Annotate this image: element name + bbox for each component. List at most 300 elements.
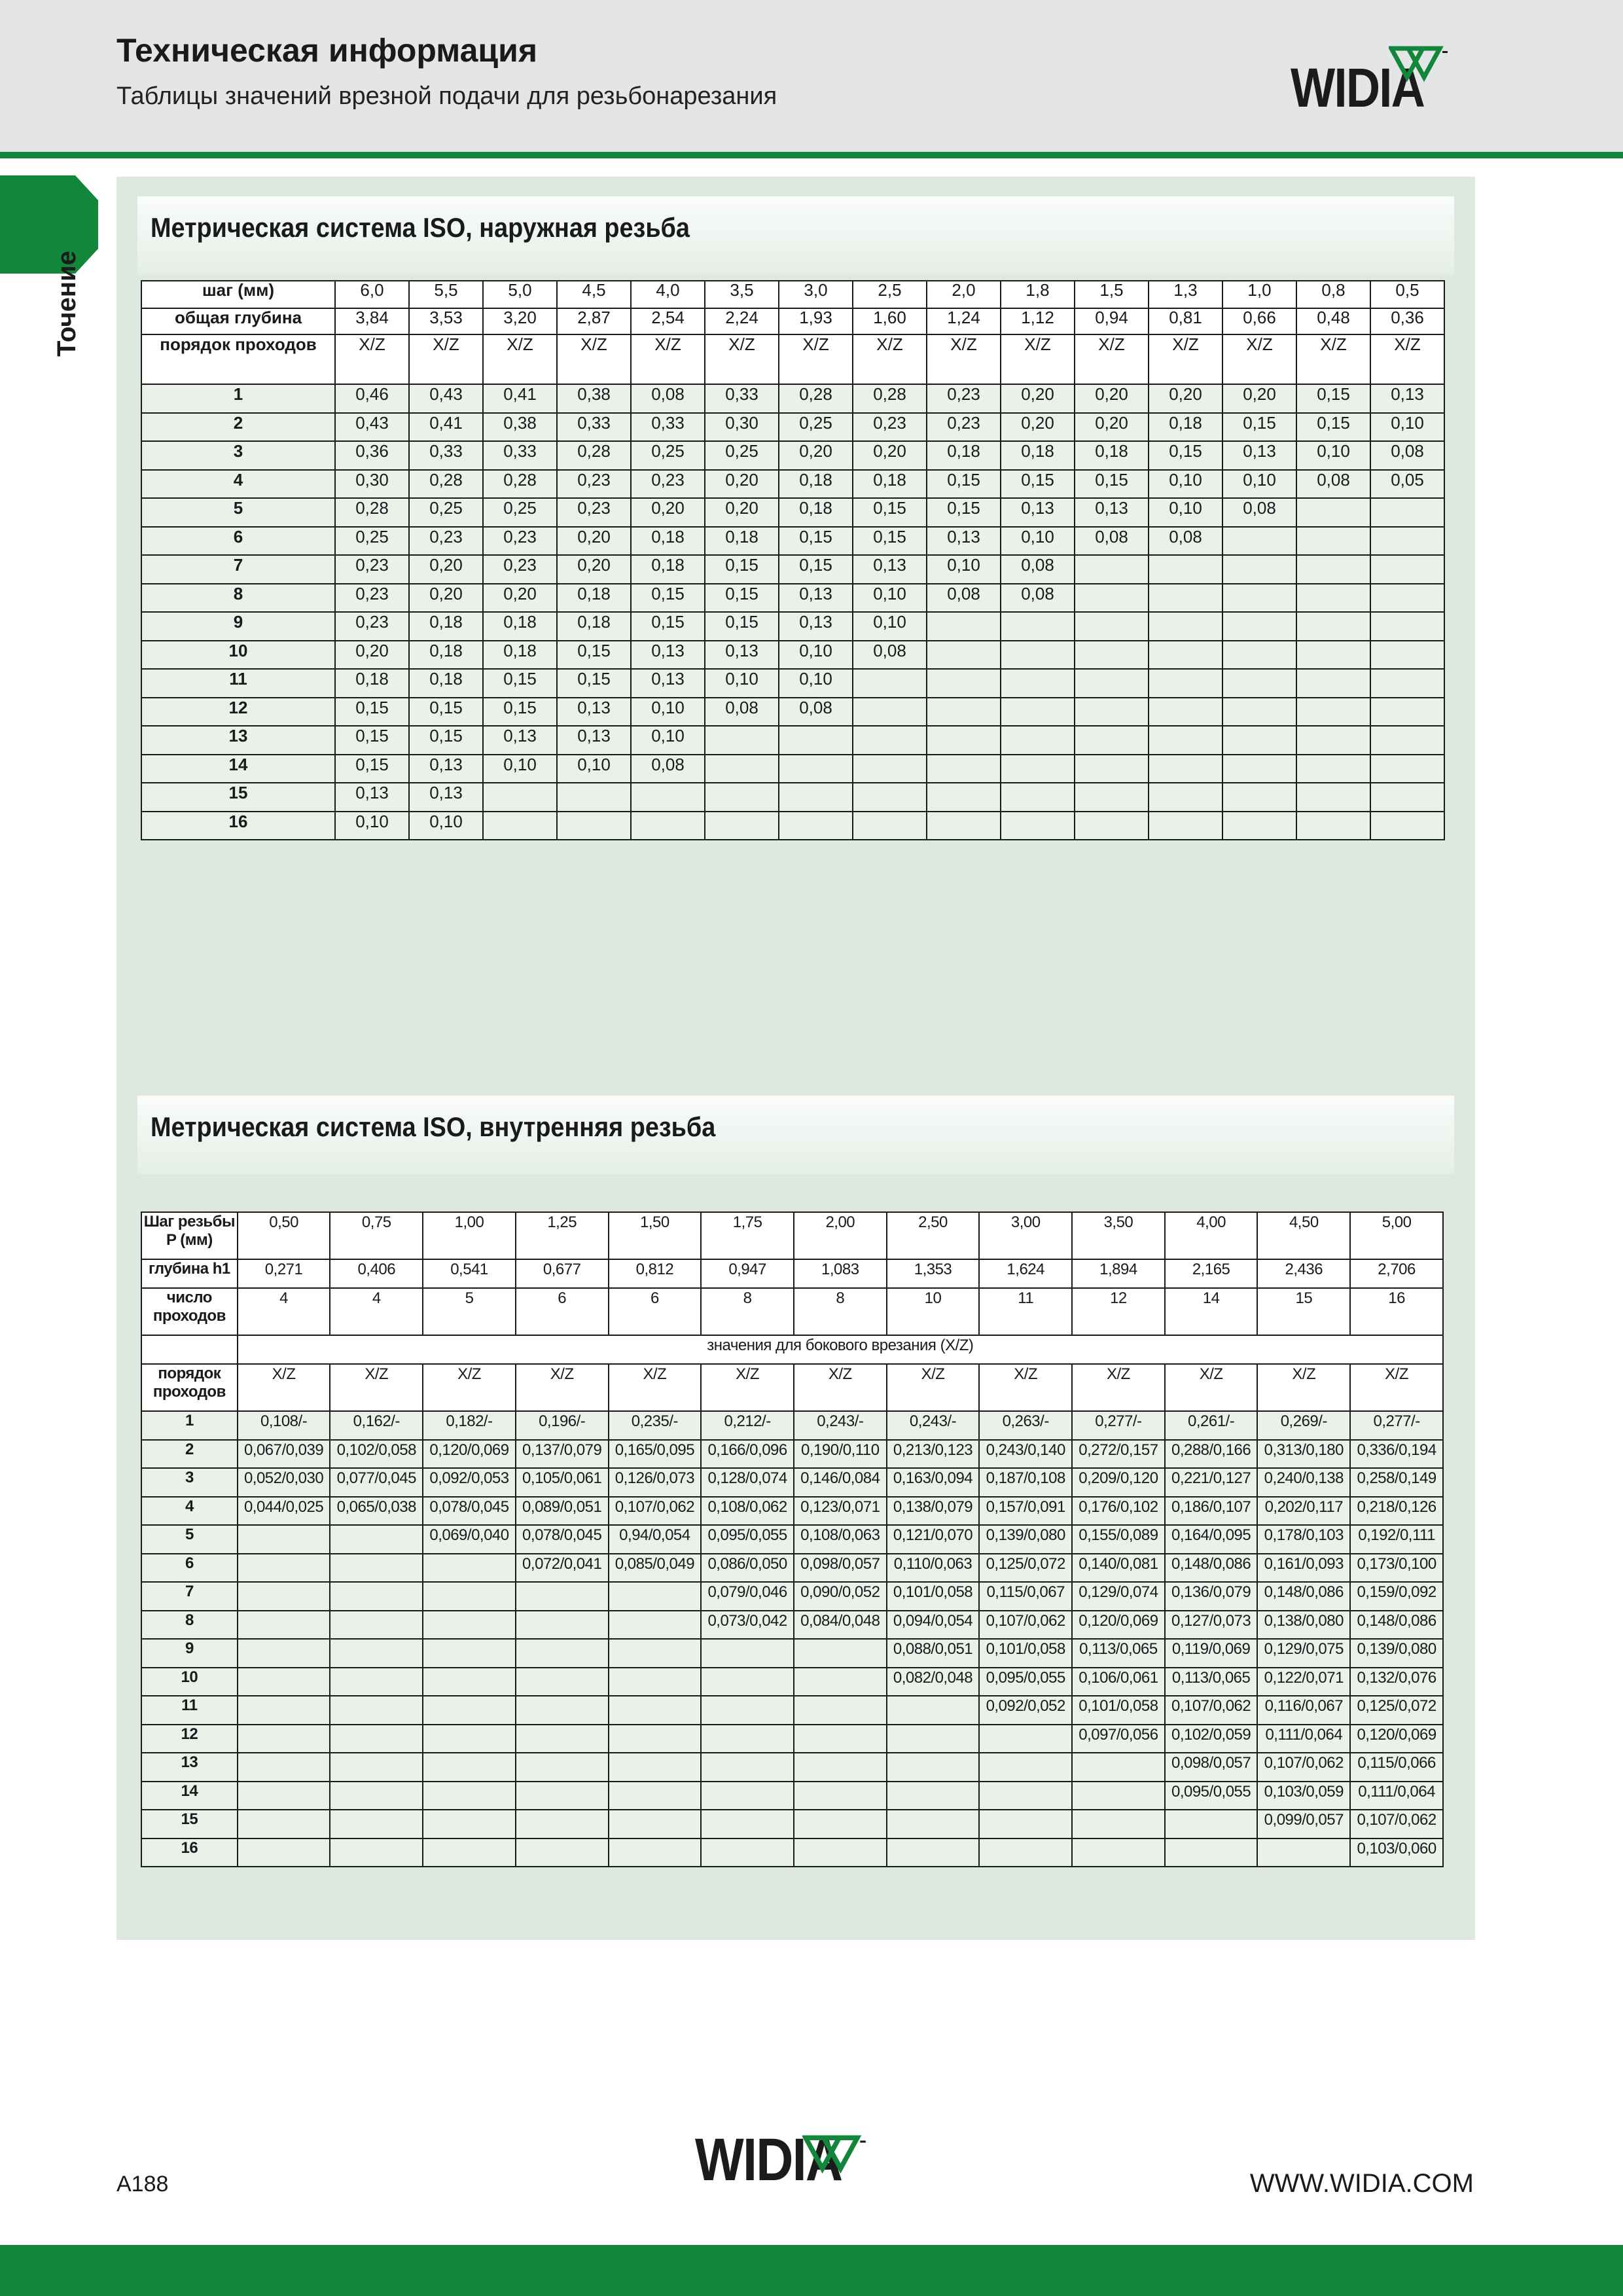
infeed-value [330, 1696, 423, 1725]
infeed-value: 0,119/0,069 [1165, 1639, 1258, 1668]
depth-row [141, 308, 1444, 334]
infeed-value [423, 1696, 516, 1725]
infeed-value: 0,277/- [1072, 1411, 1165, 1440]
table-row [141, 1782, 1443, 1810]
infeed-value: 0,33 [483, 441, 557, 470]
infeed-value [1165, 1839, 1258, 1867]
xz-header: X/Z [483, 334, 557, 384]
infeed-value: 0,123/0,071 [794, 1497, 887, 1526]
infeed-value: 0,41 [409, 413, 483, 442]
xz-header: X/Z [701, 1364, 794, 1411]
infeed-value: 0,092/0,052 [979, 1696, 1072, 1725]
infeed-value: 0,23 [927, 384, 1001, 413]
infeed-value [1149, 584, 1222, 613]
infeed-value [609, 1782, 702, 1810]
infeed-value: 0,121/0,070 [887, 1525, 980, 1554]
infeed-value: 0,162/- [330, 1411, 423, 1440]
website-link[interactable]: WWW.WIDIA.COM [1249, 2169, 1474, 2198]
infeed-value: 0,101/0,058 [887, 1582, 980, 1611]
infeed-value [794, 1839, 887, 1867]
infeed-value: 0,157/0,091 [979, 1497, 1072, 1526]
infeed-value [557, 812, 631, 840]
infeed-value [1370, 726, 1444, 755]
infeed-value: 0,120/0,069 [1350, 1725, 1443, 1753]
table-row [141, 527, 1444, 556]
pass-number: 5 [141, 1525, 238, 1554]
order-label: порядок проходов [141, 1364, 238, 1411]
infeed-value: 0,139/0,080 [979, 1525, 1072, 1554]
infeed-value: 0,088/0,051 [887, 1639, 980, 1668]
infeed-value [927, 698, 1001, 726]
xz-header: X/Z [853, 334, 927, 384]
infeed-value [927, 783, 1001, 812]
infeed-value: 0,10 [1370, 413, 1444, 442]
infeed-value [1072, 1782, 1165, 1810]
infeed-value [1296, 726, 1370, 755]
infeed-value: 0,092/0,053 [423, 1468, 516, 1497]
infeed-value: 0,129/0,074 [1072, 1582, 1165, 1611]
infeed-value [1149, 698, 1222, 726]
table-row [141, 1611, 1443, 1640]
infeed-value: 0,20 [1075, 413, 1149, 442]
thread-pitch-value: 1,75 [701, 1212, 794, 1259]
infeed-value: 0,163/0,094 [887, 1468, 980, 1497]
infeed-value: 0,20 [483, 584, 557, 613]
infeed-value: 0,209/0,120 [1072, 1468, 1165, 1497]
thread-pitch-value: 3,50 [1072, 1212, 1165, 1259]
depth-h1-value: 1,353 [887, 1259, 980, 1288]
pitch-value: 5,0 [483, 281, 557, 308]
infeed-value [238, 1639, 330, 1668]
infeed-value [1075, 726, 1149, 755]
infeed-value [1222, 669, 1296, 698]
infeed-value [1072, 1839, 1165, 1867]
infeed-value: 0,288/0,166 [1165, 1440, 1258, 1469]
infeed-value [330, 1810, 423, 1839]
pitch-value: 6,0 [335, 281, 409, 308]
infeed-value: 0,176/0,102 [1072, 1497, 1165, 1526]
depth-h1-value: 0,947 [701, 1259, 794, 1288]
infeed-value: 0,15 [779, 527, 853, 556]
external-thread-table [141, 280, 1445, 840]
pitch-value: 4,0 [631, 281, 705, 308]
depth-value: 3,20 [483, 308, 557, 334]
internal-thread-table [141, 1211, 1444, 1867]
infeed-value: 0,106/0,061 [1072, 1668, 1165, 1696]
infeed-value: 0,08 [1370, 441, 1444, 470]
infeed-value: 0,095/0,055 [979, 1668, 1072, 1696]
infeed-value: 0,18 [1001, 441, 1075, 470]
infeed-value [330, 1525, 423, 1554]
infeed-value: 0,065/0,038 [330, 1497, 423, 1526]
infeed-value: 0,15 [1296, 384, 1370, 413]
infeed-value: 0,28 [557, 441, 631, 470]
infeed-value: 0,108/0,063 [794, 1525, 887, 1554]
infeed-value [1075, 612, 1149, 641]
infeed-value: 0,08 [1075, 527, 1149, 556]
infeed-value: 0,095/0,055 [1165, 1782, 1258, 1810]
table-row [141, 555, 1444, 584]
xz-header: X/Z [1149, 334, 1222, 384]
xz-header: X/Z [1296, 334, 1370, 384]
infeed-value: 0,243/- [794, 1411, 887, 1440]
infeed-value: 0,113/0,065 [1165, 1668, 1258, 1696]
infeed-value [1075, 669, 1149, 698]
infeed-value [330, 1753, 423, 1782]
depth-h1-value: 0,406 [330, 1259, 423, 1288]
infeed-value: 0,103/0,059 [1257, 1782, 1350, 1810]
infeed-value: 0,23 [409, 527, 483, 556]
infeed-value: 0,235/- [609, 1411, 702, 1440]
xz-header: X/Z [779, 334, 853, 384]
infeed-value [853, 755, 927, 783]
section-tab [0, 175, 98, 274]
infeed-value: 0,10 [1296, 441, 1370, 470]
infeed-value: 0,25 [335, 527, 409, 556]
infeed-value: 0,18 [557, 612, 631, 641]
order-row [141, 334, 1444, 384]
infeed-value [1222, 726, 1296, 755]
passes-value: 14 [1165, 1288, 1258, 1335]
xz-header: X/Z [1075, 334, 1149, 384]
infeed-value [423, 1782, 516, 1810]
infeed-value [557, 783, 631, 812]
infeed-value [423, 1639, 516, 1668]
infeed-value [516, 1696, 609, 1725]
infeed-value [853, 812, 927, 840]
infeed-value [238, 1525, 330, 1554]
infeed-value [794, 1668, 887, 1696]
thread-pitch-value: 4,00 [1165, 1212, 1258, 1259]
infeed-value [705, 812, 779, 840]
infeed-value: 0,263/- [979, 1411, 1072, 1440]
infeed-value [1001, 726, 1075, 755]
infeed-value [1370, 584, 1444, 613]
infeed-value [1149, 555, 1222, 584]
infeed-value: 0,18 [1075, 441, 1149, 470]
infeed-value [631, 812, 705, 840]
infeed-value: 0,13 [557, 698, 631, 726]
xz-header: X/Z [330, 1364, 423, 1411]
table-row [141, 783, 1444, 812]
infeed-value: 0,072/0,041 [516, 1554, 609, 1583]
thread-pitch-value: 1,00 [423, 1212, 516, 1259]
pass-number: 13 [141, 1753, 238, 1782]
pass-number: 7 [141, 555, 335, 584]
infeed-value: 0,13 [483, 726, 557, 755]
infeed-value: 0,33 [631, 413, 705, 442]
infeed-value: 0,23 [557, 498, 631, 527]
infeed-value [887, 1696, 980, 1725]
infeed-value: 0,097/0,056 [1072, 1725, 1165, 1753]
infeed-value [1296, 641, 1370, 670]
infeed-value: 0,102/0,058 [330, 1440, 423, 1469]
infeed-value: 0,115/0,066 [1350, 1753, 1443, 1782]
infeed-value: 0,08 [631, 384, 705, 413]
infeed-value: 0,15 [1001, 470, 1075, 499]
xz-header: X/Z [1257, 1364, 1350, 1411]
thread-pitch-value: 3,00 [979, 1212, 1072, 1259]
infeed-value [1072, 1810, 1165, 1839]
xz-header: X/Z [979, 1364, 1072, 1411]
xz-header: X/Z [631, 334, 705, 384]
infeed-value: 0,107/0,062 [609, 1497, 702, 1526]
note-row [141, 1335, 1443, 1364]
infeed-value: 0,38 [483, 413, 557, 442]
xz-header: X/Z [238, 1364, 330, 1411]
depth-h1-value: 0,677 [516, 1259, 609, 1288]
infeed-value: 0,15 [705, 555, 779, 584]
infeed-value [927, 812, 1001, 840]
passes-value: 12 [1072, 1288, 1165, 1335]
xz-header: X/Z [705, 334, 779, 384]
xz-header: X/Z [335, 334, 409, 384]
infeed-value: 0,15 [335, 755, 409, 783]
infeed-value: 0,15 [483, 669, 557, 698]
infeed-value [887, 1839, 980, 1867]
infeed-value [979, 1725, 1072, 1753]
table-row [141, 1440, 1443, 1469]
xz-header: X/Z [423, 1364, 516, 1411]
infeed-value: 0,18 [631, 527, 705, 556]
infeed-value: 0,15 [853, 527, 927, 556]
infeed-value: 0,30 [705, 413, 779, 442]
infeed-value: 0,08 [853, 641, 927, 670]
infeed-value: 0,108/- [238, 1411, 330, 1440]
table-row [141, 1582, 1443, 1611]
infeed-value: 0,20 [705, 498, 779, 527]
infeed-value: 0,128/0,074 [701, 1468, 794, 1497]
infeed-value [609, 1639, 702, 1668]
pitch-value: 1,0 [1222, 281, 1296, 308]
depth-h1-value: 0,541 [423, 1259, 516, 1288]
depth-value: 3,84 [335, 308, 409, 334]
pass-number: 10 [141, 1668, 238, 1696]
infeed-value [1165, 1810, 1258, 1839]
infeed-value: 0,102/0,059 [1165, 1725, 1258, 1753]
infeed-value [609, 1696, 702, 1725]
infeed-value [794, 1753, 887, 1782]
thread-pitch-value: 0,75 [330, 1212, 423, 1259]
internal-section-header [137, 1096, 1454, 1174]
infeed-value: 0,140/0,081 [1072, 1554, 1165, 1583]
footer-widia-triangle-icon [802, 2135, 870, 2177]
infeed-value: 0,15 [409, 726, 483, 755]
infeed-value: 0,08 [779, 698, 853, 726]
infeed-value: 0,10 [853, 584, 927, 613]
infeed-value: 0,30 [335, 470, 409, 499]
infeed-value [330, 1782, 423, 1810]
infeed-value: 0,23 [483, 555, 557, 584]
infeed-value: 0,13 [409, 783, 483, 812]
infeed-value: 0,18 [409, 641, 483, 670]
infeed-value [1296, 527, 1370, 556]
thread-pitch-value: 0,50 [238, 1212, 330, 1259]
infeed-value [853, 669, 927, 698]
infeed-value: 0,13 [631, 669, 705, 698]
header-logo-text: WIDIA [1291, 57, 1425, 118]
infeed-value [1257, 1839, 1350, 1867]
infeed-value: 0,094/0,054 [887, 1611, 980, 1640]
infeed-value [979, 1839, 1072, 1867]
infeed-value: 0,098/0,057 [794, 1554, 887, 1583]
infeed-value: 0,077/0,045 [330, 1468, 423, 1497]
infeed-value [609, 1582, 702, 1611]
pass-number: 14 [141, 1782, 238, 1810]
table-row [141, 612, 1444, 641]
table-row [141, 1554, 1443, 1583]
infeed-value: 0,10 [1222, 470, 1296, 499]
infeed-value [853, 783, 927, 812]
infeed-value: 0,272/0,157 [1072, 1440, 1165, 1469]
infeed-value: 0,10 [631, 726, 705, 755]
infeed-value: 0,05 [1370, 470, 1444, 499]
infeed-value [516, 1639, 609, 1668]
infeed-value [701, 1810, 794, 1839]
infeed-value [1222, 641, 1296, 670]
pitch-value: 5,5 [409, 281, 483, 308]
table-row [141, 1468, 1443, 1497]
depth-h1-value: 1,624 [979, 1259, 1072, 1288]
pass-number: 11 [141, 1696, 238, 1725]
thread-pitch-row [141, 1212, 1443, 1259]
infeed-value [1001, 612, 1075, 641]
infeed-value: 0,20 [557, 527, 631, 556]
pitch-value: 1,3 [1149, 281, 1222, 308]
infeed-value: 0,33 [557, 413, 631, 442]
infeed-value: 0,15 [853, 498, 927, 527]
infeed-value: 0,20 [557, 555, 631, 584]
table-row [141, 498, 1444, 527]
passes-value: 4 [238, 1288, 330, 1335]
infeed-value [483, 783, 557, 812]
infeed-value [794, 1782, 887, 1810]
infeed-value: 0,28 [853, 384, 927, 413]
depth-h1-row [141, 1259, 1443, 1288]
table-row [141, 1668, 1443, 1696]
infeed-value: 0,111/0,064 [1350, 1782, 1443, 1810]
infeed-value: 0,132/0,076 [1350, 1668, 1443, 1696]
infeed-value: 0,186/0,107 [1165, 1497, 1258, 1526]
infeed-value [794, 1639, 887, 1668]
infeed-value [1370, 669, 1444, 698]
infeed-value: 0,23 [853, 413, 927, 442]
infeed-value: 0,15 [483, 698, 557, 726]
infeed-value [705, 755, 779, 783]
infeed-value: 0,218/0,126 [1350, 1497, 1443, 1526]
header-divider [0, 152, 1623, 158]
xz-header: X/Z [1072, 1364, 1165, 1411]
infeed-value: 0,101/0,058 [979, 1639, 1072, 1668]
infeed-value [609, 1839, 702, 1867]
infeed-value [927, 641, 1001, 670]
infeed-value: 0,173/0,100 [1350, 1554, 1443, 1583]
infeed-value: 0,23 [335, 584, 409, 613]
infeed-value: 0,15 [631, 584, 705, 613]
infeed-value [1149, 726, 1222, 755]
infeed-value: 0,13 [1222, 441, 1296, 470]
infeed-value [1370, 641, 1444, 670]
pass-number: 3 [141, 1468, 238, 1497]
pass-number: 9 [141, 1639, 238, 1668]
infeed-value: 0,202/0,117 [1257, 1497, 1350, 1526]
infeed-value: 0,13 [853, 555, 927, 584]
table-row [141, 726, 1444, 755]
pass-number: 16 [141, 812, 335, 840]
passes-label: число проходов [141, 1288, 238, 1335]
infeed-value: 0,120/0,069 [1072, 1611, 1165, 1640]
footer-bar [0, 2245, 1623, 2296]
infeed-value: 0,15 [335, 726, 409, 755]
infeed-value [516, 1810, 609, 1839]
table-row [141, 1639, 1443, 1668]
infeed-value [1075, 584, 1149, 613]
table-row [141, 1753, 1443, 1782]
depth-label: общая глубина [141, 308, 335, 334]
infeed-value: 0,052/0,030 [238, 1468, 330, 1497]
infeed-value [609, 1611, 702, 1640]
infeed-value: 0,13 [1001, 498, 1075, 527]
table-row [141, 1525, 1443, 1554]
infeed-value: 0,28 [409, 470, 483, 499]
pass-number: 6 [141, 1554, 238, 1583]
infeed-value: 0,101/0,058 [1072, 1696, 1165, 1725]
infeed-value: 0,15 [1296, 413, 1370, 442]
infeed-value: 0,148/0,086 [1350, 1611, 1443, 1640]
pass-number: 12 [141, 1725, 238, 1753]
table-row [141, 1839, 1443, 1867]
infeed-value [887, 1810, 980, 1839]
infeed-value: 0,20 [1149, 384, 1222, 413]
infeed-value [516, 1782, 609, 1810]
infeed-value: 0,10 [853, 612, 927, 641]
infeed-value: 0,079/0,046 [701, 1582, 794, 1611]
infeed-value [979, 1753, 1072, 1782]
infeed-value [887, 1753, 980, 1782]
infeed-value: 0,18 [705, 527, 779, 556]
thread-pitch-value: 5,00 [1350, 1212, 1443, 1259]
infeed-value: 0,15 [557, 669, 631, 698]
xz-header: X/Z [794, 1364, 887, 1411]
infeed-value: 0,38 [557, 384, 631, 413]
infeed-value: 0,94/0,054 [609, 1525, 702, 1554]
depth-h1-value: 2,165 [1165, 1259, 1258, 1288]
infeed-value: 0,18 [853, 470, 927, 499]
depth-h1-label: глубина h1 [141, 1259, 238, 1288]
xz-header: X/Z [1165, 1364, 1258, 1411]
infeed-value: 0,13 [335, 783, 409, 812]
infeed-value [238, 1554, 330, 1583]
infeed-value: 0,105/0,061 [516, 1468, 609, 1497]
infeed-value: 0,187/0,108 [979, 1468, 1072, 1497]
infeed-value: 0,23 [335, 612, 409, 641]
depth-value: 3,53 [409, 308, 483, 334]
infeed-value [779, 812, 853, 840]
infeed-value [1222, 812, 1296, 840]
infeed-value [853, 726, 927, 755]
infeed-value [1001, 698, 1075, 726]
depth-value: 0,66 [1222, 308, 1296, 334]
table-row [141, 441, 1444, 470]
pass-number: 9 [141, 612, 335, 641]
passes-value: 11 [979, 1288, 1072, 1335]
infeed-value: 0,15 [705, 612, 779, 641]
infeed-value: 0,13 [705, 641, 779, 670]
infeed-value: 0,10 [335, 812, 409, 840]
infeed-value: 0,10 [927, 555, 1001, 584]
infeed-value [1001, 812, 1075, 840]
infeed-value: 0,243/- [887, 1411, 980, 1440]
